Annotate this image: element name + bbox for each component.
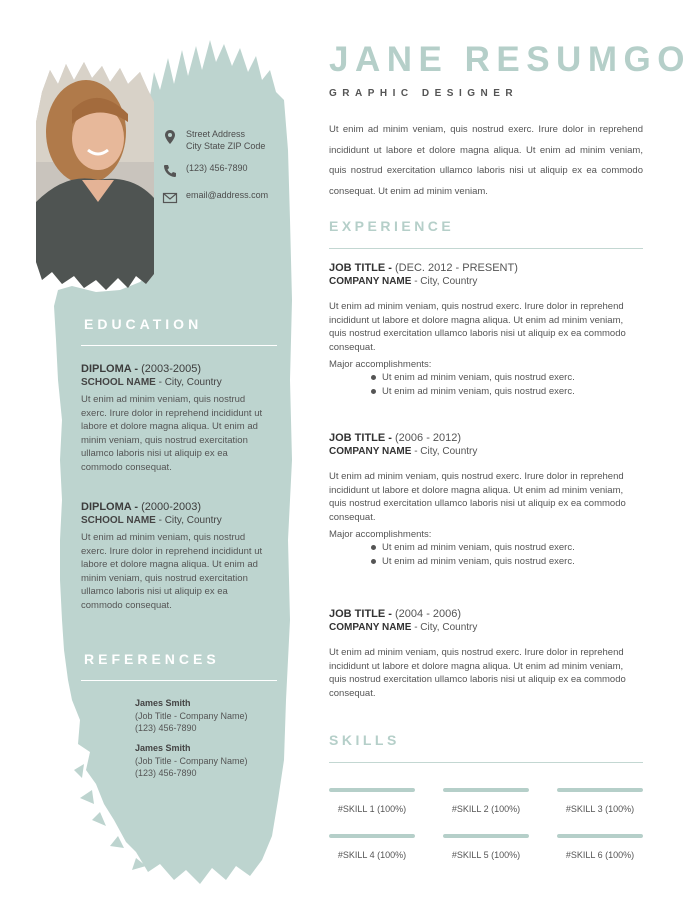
skill-bar — [443, 788, 529, 792]
reference-role: (Job Title - Company Name) — [135, 755, 248, 766]
list-item: Ut enim ad minim veniam, quis nostrud exerc. — [329, 371, 643, 385]
skill-item — [557, 834, 643, 860]
accomplishments-label: Major accomplishments: — [329, 359, 432, 371]
job-entry — [329, 432, 643, 569]
job-entry — [329, 262, 643, 399]
experience-heading: EXPERIENCE — [329, 218, 455, 234]
skill-label: #SKILL 2 (100%) — [451, 804, 521, 814]
company-name: COMPANY NAME - City, Country — [329, 276, 478, 287]
diploma-title: DIPLOMA - (2003-2005) — [81, 363, 202, 375]
job-description: Ut enim ad minim veniam, quis nostrud exerc. Irure dolor in reprehend incididunt ut labore et dolore magna aliqua. Ut enim ad minim veniam, quis nostrud exercitation ullamco laboris nisi ut aliquip ex ea commodo consequat. — [329, 301, 626, 353]
job-title: JOB TITLE - (DEC. 2012 - PRESENT) — [329, 262, 518, 274]
experience-divider — [329, 248, 643, 249]
profile-photo — [36, 62, 154, 290]
skill-item — [557, 788, 643, 814]
reference-phone: (123) 456-7890 — [135, 768, 197, 778]
address-line1: Street Address — [186, 129, 246, 139]
education-description: Ut enim ad minim veniam, quis nostrud exerc. Irure dolor in reprehend incididunt ut labore et dolore magna aliqua. Ut enim ad minim veniam, quis nostrud exercitation ullamco laboris nisi ut aliquip ex ea commodo consequat. — [81, 394, 263, 473]
education-divider — [81, 345, 277, 346]
skill-item — [443, 834, 529, 860]
list-item: Ut enim ad minim veniam, quis nostrud exerc. — [329, 555, 643, 569]
phone-text: (123) 456-7890 — [186, 163, 248, 173]
candidate-title: GRAPHIC DESIGNER — [329, 88, 519, 99]
intro-paragraph: Ut enim ad minim veniam, quis nostrud exerc. Irure dolor in reprehend incididunt ut labore et dolore magna aliqua. Ut enim ad minim veniam, quis nostrud exercitation ullamco laboris nisi ut aliquip ex ea commodo consequat. Ut enim ad minim veniam. — [329, 124, 643, 197]
list-item: Ut enim ad minim veniam, quis nostrud exerc. — [329, 541, 643, 555]
skill-label: #SKILL 3 (100%) — [565, 804, 635, 814]
skill-item — [443, 788, 529, 814]
list-item: Ut enim ad minim veniam, quis nostrud exerc. — [329, 385, 643, 399]
skill-bar-fill — [557, 834, 643, 838]
job-description: Ut enim ad minim veniam, quis nostrud exerc. Irure dolor in reprehend incididunt ut labore et dolore magna aliqua. Ut enim ad minim veniam, quis nostrud exercitation ullamco laboris nisi ut aliquip ex ea commodo consequat. — [329, 647, 626, 699]
candidate-name: JANE RESUMGO — [329, 40, 691, 79]
skill-label: #SKILL 4 (100%) — [337, 850, 407, 860]
reference-item — [135, 697, 275, 735]
job-title: JOB TITLE - (2004 - 2006) — [329, 608, 462, 620]
skill-bar — [557, 834, 643, 838]
references-divider — [81, 680, 277, 681]
address-row — [162, 128, 312, 152]
skill-bar — [329, 834, 415, 838]
skills-divider — [329, 762, 643, 763]
reference-name: James Smith — [135, 743, 191, 753]
company-name: COMPANY NAME - City, Country — [329, 446, 478, 457]
skill-bar — [329, 788, 415, 792]
email-row — [162, 189, 312, 206]
job-title: JOB TITLE - (2006 - 2012) — [329, 432, 462, 444]
job-entry — [329, 608, 643, 700]
skill-label: #SKILL 1 (100%) — [337, 804, 407, 814]
accomplishments-list — [329, 541, 643, 568]
skill-item — [329, 788, 415, 814]
envelope-icon — [162, 190, 178, 206]
school-name: SCHOOL NAME - City, Country — [81, 377, 222, 388]
reference-role: (Job Title - Company Name) — [135, 710, 248, 721]
skill-label: #SKILL 5 (100%) — [451, 850, 521, 860]
skill-bar-fill — [329, 834, 415, 838]
skill-bar — [443, 834, 529, 838]
education-item — [81, 501, 271, 613]
education-description: Ut enim ad minim veniam, quis nostrud exerc. Irure dolor in reprehend incididunt ut labore et dolore magna aliqua. Ut enim ad minim veniam, quis nostrud exercitation ullamco laboris nisi ut aliquip ex ea commodo consequat. — [81, 532, 263, 611]
skill-label: #SKILL 6 (100%) — [565, 850, 635, 860]
company-name: COMPANY NAME - City, Country — [329, 622, 478, 633]
email-text: email@address.com — [186, 190, 269, 200]
phone-icon — [162, 163, 178, 179]
reference-item — [135, 742, 275, 780]
education-heading: EDUCATION — [84, 316, 203, 332]
school-name: SCHOOL NAME - City, Country — [81, 515, 222, 526]
accomplishments-list — [329, 371, 643, 398]
phone-row — [162, 162, 312, 179]
contact-info — [162, 128, 312, 216]
skill-item — [329, 834, 415, 860]
address-line2: City State ZIP Code — [186, 141, 266, 151]
diploma-title: DIPLOMA - (2000-2003) — [81, 501, 202, 513]
skill-bar-fill — [557, 788, 643, 792]
reference-name: James Smith — [135, 698, 191, 708]
reference-phone: (123) 456-7890 — [135, 723, 197, 733]
location-pin-icon — [162, 129, 178, 145]
skill-bar-fill — [443, 834, 529, 838]
skill-bar-fill — [329, 788, 415, 792]
skill-bar-fill — [443, 788, 529, 792]
job-description: Ut enim ad minim veniam, quis nostrud exerc. Irure dolor in reprehend incididunt ut labore et dolore magna aliqua. Ut enim ad minim veniam, quis nostrud exercitation ullamco laboris nisi ut aliquip ex ea commodo consequat. — [329, 471, 626, 523]
education-item — [81, 363, 271, 475]
skills-heading: SKILLS — [329, 732, 400, 748]
skill-bar — [557, 788, 643, 792]
references-heading: REFERENCES — [84, 651, 220, 667]
accomplishments-label: Major accomplishments: — [329, 529, 432, 541]
